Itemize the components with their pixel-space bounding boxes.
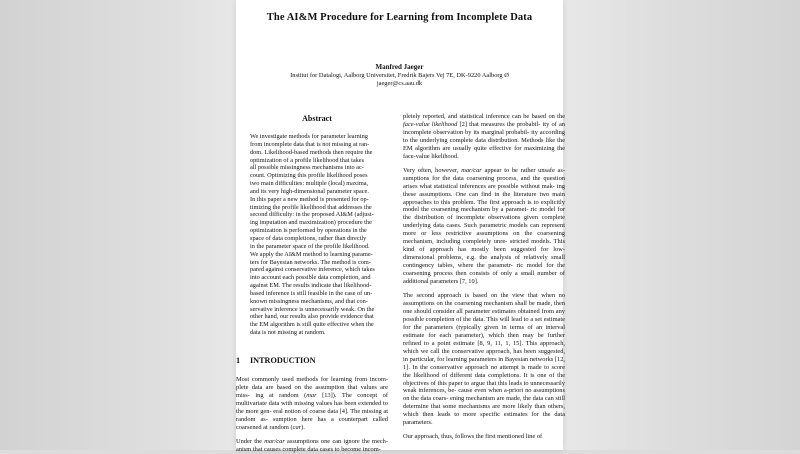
text-run: ric model for the distribution of incomplete observations	[403, 206, 565, 222]
text-run: ing at random (	[255, 391, 307, 399]
abstract-line: timizing the profile likelihood that addresses the	[250, 203, 372, 211]
text-run: [13]). The concept of multivariate data	[236, 391, 388, 407]
abstract-line: two main difficulties: multiple (local) maxima,	[250, 180, 369, 188]
text-run: plete data are based on the assumption that values are miss-	[236, 383, 388, 399]
abstract-line: data is not missing at random.	[250, 329, 326, 337]
abstract-line: optimization is performed by operations in the	[250, 227, 367, 235]
text-run: given complete underlying data cases. Such parametric	[403, 214, 565, 230]
abstract-heading: Abstract	[302, 114, 332, 123]
abstract-line: in the parameter space of the profile likelihood.	[250, 242, 370, 250]
text-run: models can represent more or less restrictive assumptions	[403, 222, 565, 238]
abstract-line: In this paper a new method is presented for op-	[250, 195, 369, 203]
emphasis-text: car	[292, 423, 302, 431]
text-run: a set estimate for the parameters (typically given in terms	[403, 315, 565, 331]
abstract-line: based inference is still feasible in the case of un-	[250, 289, 373, 297]
text-run: sumptions for the data coarsening process, and the question	[403, 174, 565, 182]
text-run: from any possible completion of the data. This will lead to	[403, 307, 565, 323]
abstract-line: the EM algorithm is still quite effective when the	[250, 321, 374, 329]
section-number: 1	[236, 356, 241, 365]
text-run: with missing values has been extended to the more gen-	[236, 399, 389, 415]
abstract-line: pared against conservative inference, which takes	[250, 266, 375, 274]
viewer-background-left	[0, 0, 236, 450]
text-run: leads to more specific estimates for the data parameters.	[403, 411, 565, 427]
text-run: Under the	[236, 437, 265, 445]
text-run: The second approach is based on the view that when no	[403, 292, 565, 300]
text-run: Most commonly used methods for learning from incom-	[236, 376, 388, 383]
text-run: be further refined to a point estimate [8, 9, 11, 1, 15]. This	[403, 331, 565, 347]
text-run: appear to be rather unsafe as-	[481, 166, 565, 174]
emphasis-text: mar/car	[461, 166, 482, 174]
author-name: Manfred Jaeger	[375, 63, 424, 71]
text-run: main approaches to this problem. The first approach is to	[403, 190, 565, 206]
text-run: argue that this leads to unnecessarily weak inferences, be-	[403, 379, 565, 395]
intro-paragraph-1: Most commonly used methods for learning from incom- plete data are based on the assumption that values are miss- ing at random (mar [13]). The concept of multivariate data with missing values has been extended to the more gen- eral notion of coarse data [4]. The missing at random as- sumption here has a counterpart called coarsened at random (car).	[236, 376, 389, 431]
author-affiliation: Institut for Datalogi, Aalborg Universitet, Fredrik Bajers Vej 7E, DK-9220 Aalborg Ø	[290, 72, 509, 79]
text-run: suggested for low-dimensional problems, e.g. the analysis	[403, 246, 565, 262]
abstract-line: optimization of a profile likelihood that takes	[250, 156, 365, 164]
right-paragraph-1	[403, 113, 565, 161]
text-run: explicitly model the coarsening mechanism by a paramet-	[403, 198, 565, 214]
text-run: sumption here has a counterpart called coarsened at random	[236, 415, 388, 431]
text-run: the	[557, 113, 565, 120]
abstract-line: ters for Bayesian networks. The method is com-	[250, 258, 371, 266]
abstract-line: into account each possible data completion, and	[250, 274, 371, 282]
text-run: Bayesian networks [12, 1]. In the conservative approach	[403, 355, 565, 371]
text-run: arises what statistical inferences are possible without mak-	[403, 182, 555, 190]
text-run: ric model for the coarsening process then consists of only	[403, 262, 565, 278]
text-run: no attempt is made to score the likelihood of different data	[403, 363, 565, 379]
emphasis-text: face-value likelihood	[403, 120, 458, 128]
text-run: approach, which we call the conservative approach, has	[403, 339, 565, 355]
right-paragraph-3	[403, 292, 565, 427]
author-affiliation-block	[236, 72, 563, 89]
abstract-line: second difficulty: in the proposed AI&M (adjust-	[250, 211, 374, 219]
abstract-line: servative inference is unnecessarily weak. On the	[250, 305, 375, 313]
abstract-line: We investigate methods for parameter learning	[250, 133, 368, 140]
paper-title: The AI&M Procedure for Learning from Incomplete Data	[266, 12, 533, 23]
abstract-line: all possible missingness mechanisms into ac-	[250, 164, 364, 172]
right-column-body	[403, 113, 565, 441]
abstract-body	[250, 133, 384, 337]
abstract-line: count. Optimizing this profile likelihood poses	[250, 172, 368, 180]
author-email[interactable]: jaeger@cs.aau.dk	[376, 80, 423, 88]
text-run: Our approach, thus, follows the first mentioned line of	[403, 433, 543, 441]
text-run: ening mechanism are made, the data can still determine that	[403, 395, 565, 411]
text-run: ity of an incomplete observation by its marginal probabil-	[403, 120, 565, 136]
abstract-line: known missingness mechanisms, and that con-	[250, 297, 368, 305]
emphasis-text: mar	[306, 391, 317, 399]
text-run: then one should consider all parameter estimates obtained	[403, 299, 565, 315]
text-run: [2] that measures the probabil-	[457, 120, 541, 128]
text-run: ity according to the underlying complete data distribution.	[403, 128, 565, 144]
text-run: assumptions on the coarsening mechanism shall be made,	[403, 299, 553, 307]
section-heading-introduction	[236, 356, 396, 365]
text-run: been suggested, in particular, for learning parameters in	[403, 347, 565, 363]
text-run: pletely reported, and statistical inference can be based on	[403, 113, 555, 120]
text-run: some mechanisms are more likely than others, which then	[403, 403, 566, 419]
text-run: for maximizing the face-value likelihood.	[403, 144, 565, 160]
text-run: stricted models. This kind of approach has mostly been	[403, 238, 565, 254]
right-paragraph-4	[403, 433, 565, 441]
intro-paragraph-2	[236, 438, 388, 454]
abstract-line: space of data completions, rather than directly	[250, 234, 367, 242]
section-title: INTRODUCTION	[250, 356, 316, 365]
text-run: completions. It is one of the objectives of this paper to	[403, 371, 565, 387]
text-run: on the coarsening mechanism, including completely unre-	[403, 230, 565, 246]
text-run: anism that causes complete data cases to become incom-	[236, 445, 381, 453]
text-run: ).	[301, 423, 305, 431]
abstract-line: ing imputation and maximization) procedure the	[250, 219, 372, 227]
text-run: eral notion of coarse data [4]. The missing at random as-	[236, 407, 388, 423]
abstract-line: against EM. The results indicate that likelihood-	[250, 282, 372, 290]
abstract-line: and its very high-dimensional parameter space.	[250, 187, 369, 195]
abstract-line: other hand, our results also provide evidence that	[250, 313, 374, 321]
text-run: of an interval estimate for each parameter), which then may	[403, 323, 565, 339]
abstract-line: We apply the AI&M method to learning parame-	[250, 250, 373, 258]
right-paragraph-2	[403, 167, 565, 286]
abstract-line: from incomplete data that is not missing at ran-	[250, 140, 370, 148]
text-run: a small number of additional parameters [7, 10].	[403, 270, 565, 286]
text-run: of relatively small contingency tables, where the parametr-	[403, 254, 565, 270]
viewer-background-right	[563, 0, 800, 450]
left-column-body	[236, 376, 388, 454]
text-run: Very often, however,	[403, 166, 462, 174]
text-run: assumptions one can ignore the mech-	[284, 437, 388, 445]
emphasis-text: mar/car	[264, 437, 285, 445]
document-page	[236, 0, 566, 453]
abstract-line: dom. Likelihood-based methods then require the	[250, 148, 373, 156]
text-run: cause even when a-priori no assumptions on the data coars-	[403, 387, 565, 403]
text-run: ing these assumptions. One can find in the literature two	[403, 182, 565, 198]
text-run: Methods like the EM algorithm are usually quite effective	[403, 136, 565, 152]
